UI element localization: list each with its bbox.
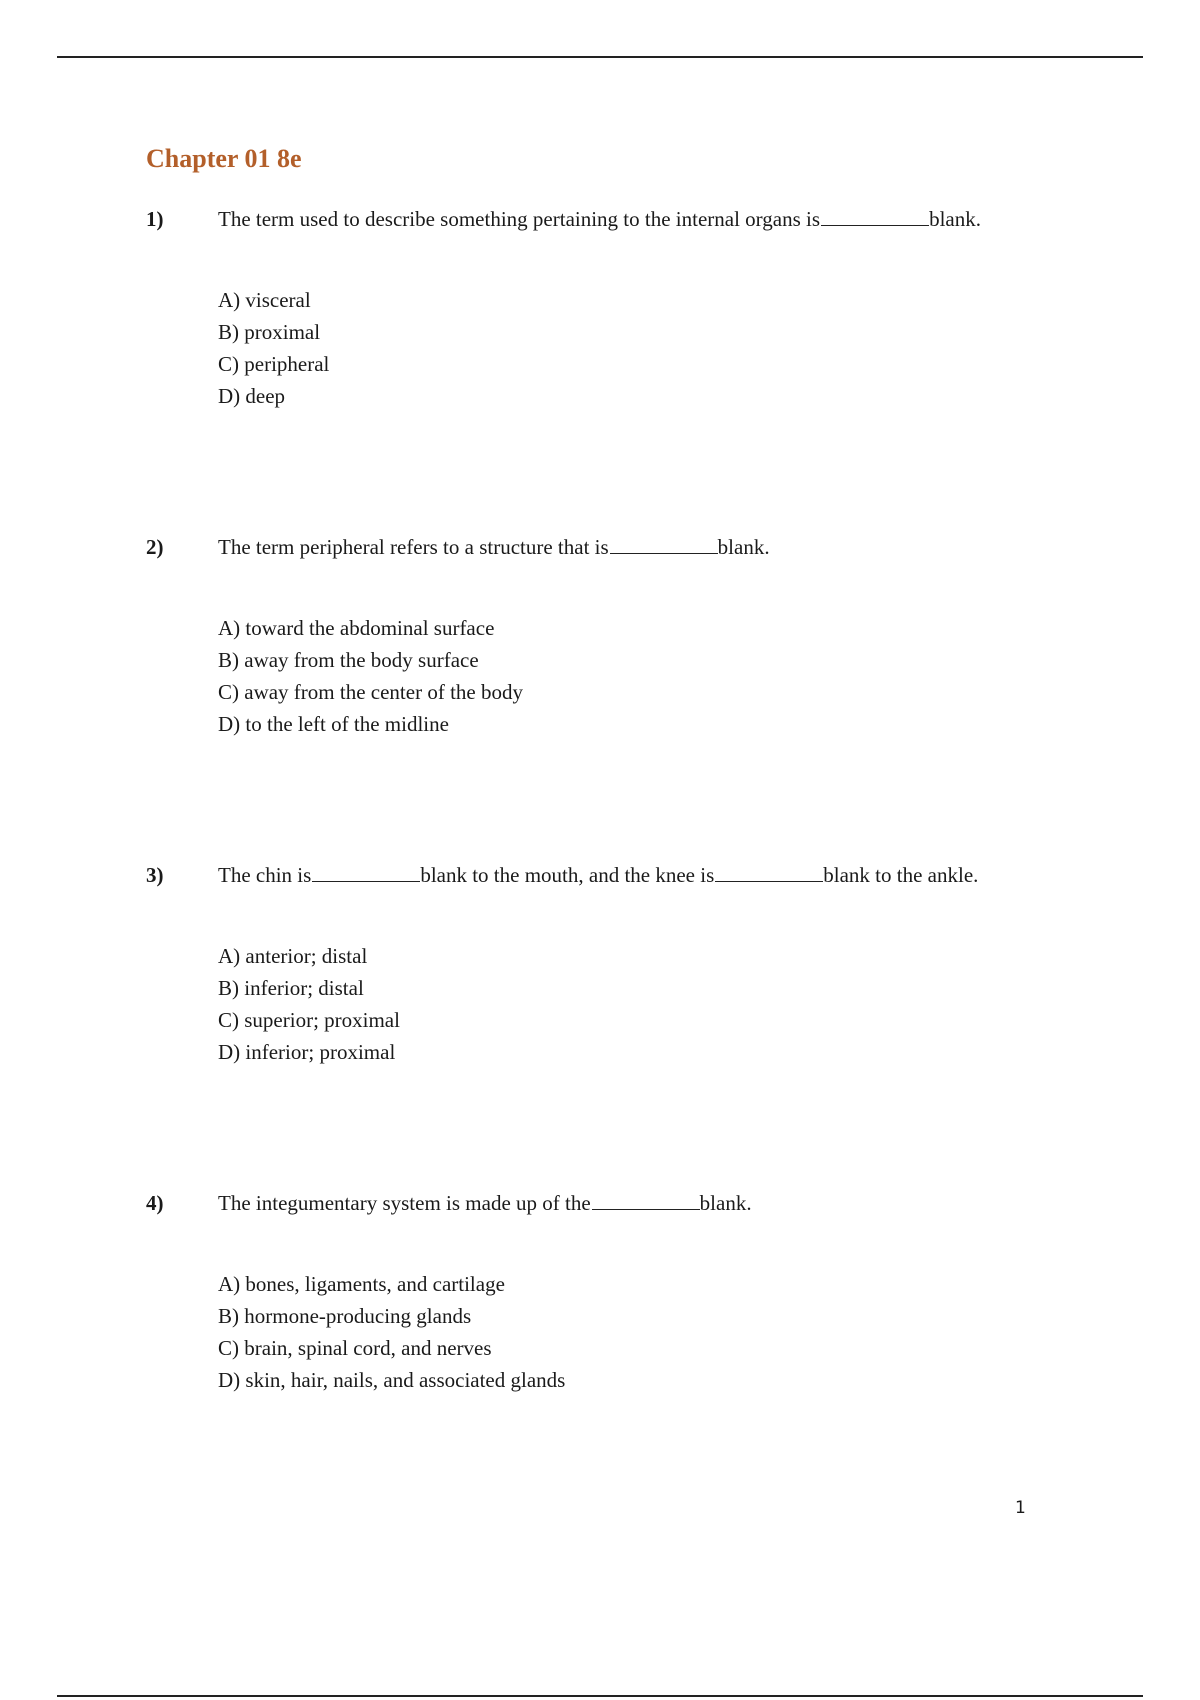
option-a: A) anterior; distal xyxy=(218,944,368,968)
question-stem xyxy=(146,1188,1106,1218)
option-b: B) away from the body surface xyxy=(218,648,479,672)
question-1 xyxy=(146,204,1106,408)
option-b: B) inferior; distal xyxy=(218,976,364,1000)
question-text xyxy=(218,860,978,890)
question-text xyxy=(218,204,981,234)
question-text-middle: blank to the mouth, and the knee is xyxy=(420,863,715,887)
option-d: D) deep xyxy=(218,384,286,408)
question-text-before: The term used to describe something pertaining to the internal organs is xyxy=(218,207,821,231)
bottom-rule xyxy=(57,1695,1143,1697)
question-number: 3) xyxy=(146,863,164,887)
question-text-after: blank to the ankle. xyxy=(823,863,979,887)
option-c: C) peripheral xyxy=(218,352,330,376)
option-d: D) inferior; proximal xyxy=(218,1040,396,1064)
answer-blank xyxy=(312,880,420,882)
question-text-after: blank. xyxy=(929,207,981,231)
question-text-after: blank. xyxy=(699,1191,752,1215)
chapter-title: Chapter 01 8e xyxy=(146,144,302,173)
option-c: C) brain, spinal cord, and nerves xyxy=(218,1336,492,1360)
question-text-before: The chin is xyxy=(218,863,312,887)
option-d: D) to the left of the midline xyxy=(218,712,449,736)
answer-blank xyxy=(715,880,823,882)
option-a: A) toward the abdominal surface xyxy=(218,616,495,640)
answer-options xyxy=(218,612,523,740)
question-4 xyxy=(146,1188,1106,1392)
question-stem xyxy=(146,532,1106,562)
question-text xyxy=(218,532,770,562)
option-c: C) away from the center of the body xyxy=(218,680,523,704)
question-text xyxy=(218,1188,752,1218)
page-number: 1 xyxy=(1015,1498,1026,1518)
question-2 xyxy=(146,532,1106,736)
top-rule xyxy=(57,56,1143,58)
answer-options xyxy=(218,940,400,1068)
question-3 xyxy=(146,860,1106,1064)
option-b: B) proximal xyxy=(218,320,321,344)
answer-blank xyxy=(592,1208,700,1210)
answer-blank xyxy=(821,224,929,226)
answer-blank xyxy=(610,552,718,554)
question-text-before: The term peripheral refers to a structure that is xyxy=(218,535,609,559)
question-text-before: The integumentary system is made up of the xyxy=(218,1191,591,1215)
answer-options xyxy=(218,1268,565,1396)
option-d: D) skin, hair, nails, and associated glands xyxy=(218,1368,566,1392)
question-text-after: blank. xyxy=(717,535,770,559)
answer-options xyxy=(218,284,329,412)
question-stem xyxy=(146,860,1106,890)
option-b: B) hormone-producing glands xyxy=(218,1304,472,1328)
question-number: 2) xyxy=(146,535,164,559)
option-c: C) superior; proximal xyxy=(218,1008,400,1032)
question-number: 1) xyxy=(146,207,164,231)
option-a: A) visceral xyxy=(218,288,311,312)
question-number: 4) xyxy=(146,1191,164,1215)
question-stem xyxy=(146,204,1106,234)
option-a: A) bones, ligaments, and cartilage xyxy=(218,1272,505,1296)
